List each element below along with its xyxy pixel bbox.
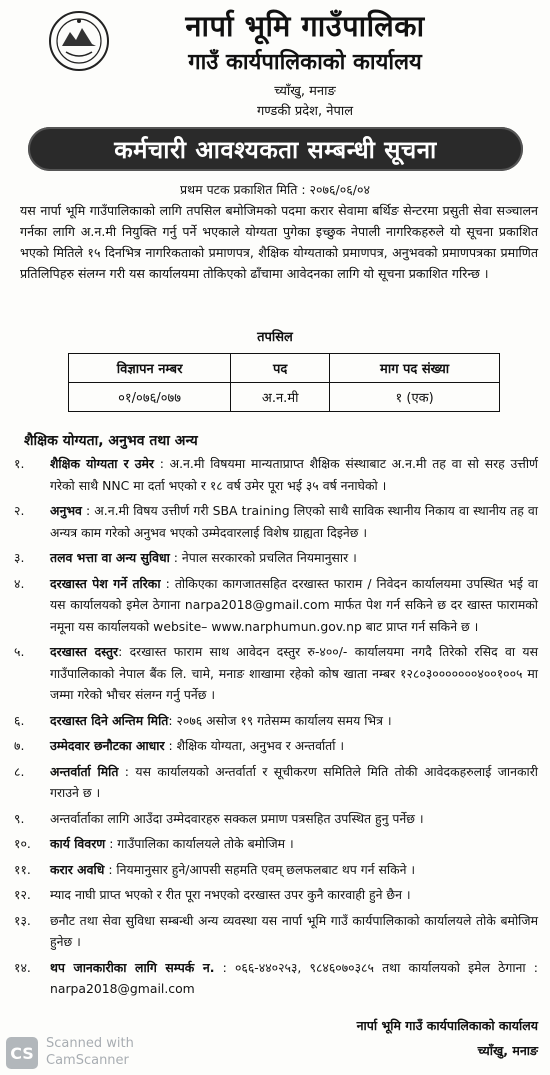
- item-number: ६.: [14, 712, 25, 728]
- item-text: : यस कार्यालयको अन्तर्वार्ता र सूचीकरण समितिले मिति तोकी आवेदकहरुलाई जानकारी गराउने छ ।: [50, 763, 538, 800]
- list-item: [14, 910, 538, 953]
- item-text: : शैक्षिक योग्यता, अनुभव र अन्तर्वार्ता ।: [164, 738, 345, 753]
- item-number: ५.: [14, 644, 25, 659]
- item-number: १२.: [14, 887, 31, 902]
- item-label: दरखास्त दस्तुर: [50, 644, 119, 659]
- item-text: छनौट तथा सेवा सुविधा सम्बन्धी अन्य व्यवस्था यस नार्पा भूमि गाउँ कार्यपालिकाको कार्यालयले तोके बमोजिम हुनेछ ।: [50, 912, 538, 949]
- tapasil-heading: तपसिल: [257, 330, 293, 345]
- org-name: नार्पा भूमि गाउँपालिका: [185, 9, 425, 43]
- list-item: [14, 547, 538, 569]
- address-line-1: च्याँखु, मनाङ: [274, 84, 336, 99]
- item-number: ७.: [14, 738, 25, 753]
- list-item: [14, 735, 538, 757]
- list-item: [14, 710, 538, 732]
- item-text: : नेपाल सरकारको प्रचलित नियमानुसार ।: [169, 550, 357, 565]
- notice-title: कर्मचारी आवश्यकता सम्बन्धी सूचना: [114, 135, 437, 164]
- item-number: १.: [14, 456, 25, 471]
- item-text: : गाउँपालिका कार्यालयले तोके बमोजिम ।: [105, 836, 294, 851]
- qualifications-list: [14, 453, 538, 1004]
- scanner-watermark: [46, 1035, 134, 1069]
- published-date: प्रथम पटक प्रकाशित मिति : २०७६/०६/०४: [180, 182, 370, 197]
- notice-title-banner: [28, 127, 523, 171]
- list-item: [14, 808, 538, 830]
- item-label: उम्मेदवार छनौटका आधार: [50, 738, 165, 753]
- camscanner-logo-icon: CS: [6, 1037, 38, 1069]
- item-text: म्याद नाघी प्राप्त भएको र रीत पूरा नभएको दरखास्त उपर कुनै कारवाही हुने छैन ।: [50, 887, 411, 902]
- list-item: [14, 641, 538, 706]
- list-item: [14, 957, 538, 1000]
- watermark-line-2: CamScanner: [46, 1053, 129, 1068]
- list-item: [14, 833, 538, 855]
- vacancy-table: [68, 353, 500, 412]
- watermark-line-1: Scanned with: [46, 1036, 134, 1051]
- address-line-2: गण्डकी प्रदेश, नेपाल: [256, 104, 354, 119]
- item-number: ४.: [14, 575, 25, 591]
- item-text: : दरखास्त फाराम साथ आवेदन दस्तुर रु-४००/- कार्यालयमा नगदै तिरेको रसिद वा यस गाउँपालिकाको नेपाल बैंक लि. चामे, मनाङ शाखामा रहेको कोष खाता नम्बर १२८०३०००००००४००१००५ मा जम्मा गरेको भौचर संलग्न गर्नु पर्नेछ ।: [50, 644, 538, 702]
- item-label: अन्तर्वार्ता मिति: [50, 763, 119, 779]
- item-number: १३.: [14, 912, 31, 928]
- item-text: अन्तर्वार्ताका लागि आउँदा उम्मेदवारहरु सक्कल प्रमाण पत्रसहित उपस्थित हुनु पर्नेछ ।: [50, 810, 424, 826]
- item-text: : नियमानुसार हुने/आपसी सहमति एवम् छलफलबाट थप गर्न सकिने ।: [104, 861, 416, 877]
- list-item: [14, 884, 538, 906]
- cell-count: १ (एक): [330, 383, 500, 412]
- item-number: ११.: [14, 861, 31, 877]
- list-item: [14, 859, 538, 881]
- list-item: [14, 761, 538, 804]
- item-number: २.: [14, 503, 25, 518]
- item-label: दरखास्त दिने अन्तिम मिति: [50, 712, 169, 728]
- header-post: पद: [231, 354, 330, 383]
- item-label: शैक्षिक योग्यता र उमेर: [50, 456, 155, 471]
- item-label: दरखास्त पेश गर्ने तरिका: [50, 575, 161, 591]
- item-number: १४.: [14, 959, 31, 975]
- list-item: [14, 573, 538, 638]
- item-label: थप जानकारीका लागि सम्पर्क न.: [50, 959, 215, 975]
- item-text: : २०७६ असोज १९ गतेसम्म कार्यालय समय भित्र ।: [168, 712, 392, 728]
- table-header-row: [69, 354, 500, 383]
- table-row: [69, 383, 500, 412]
- item-text: : ०६६-४४०२५३, ९८४६०७०३८५ तथा कार्यालयको इमेल ठेगाना : narpa2018@gmail.com: [50, 959, 538, 996]
- item-number: १०.: [14, 836, 31, 851]
- office-name: गाउँ कार्यपालिकाको कार्यालय: [188, 50, 422, 75]
- header-count: माग पद संख्या: [330, 354, 500, 383]
- item-text: : तोकिएका कागजातसहित दरखास्त फाराम / निवेदन कार्यालयमा उपस्थित भई वा यस कार्यालयको इमेल ठेगाना narpa2018@gmail.com मार्फत पेश गर्न सकिने छ दर खास्त फारामको नमूना यस कार्यालयको website– www.narphumun.gov.np बाट प्राप्त गर्न सकिने छ ।: [50, 575, 538, 634]
- item-number: ८.: [14, 763, 25, 779]
- header-ad-number: विज्ञापन नम्बर: [69, 354, 231, 383]
- item-label: अनुभव: [50, 503, 82, 518]
- intro-paragraph: यस नार्पा भूमि गाउँपालिकाको लागि तपसिल बमोजिमको पदमा करार सेवामा बर्थिङ सेन्टरमा प्रसुती सेवा सञ्चालन गर्नका लागि अ.न.मी नियुक्ति गर्नु पर्ने भएकाले योग्यता पुगेका इच्छुक नेपाली नागरिकहरुले यो सूचना प्रकाशित भएको मितिले १५ दिनभित्र नागरिकताको प्रमाणपत्र, शैक्षिक योग्यताको प्रमाणपत्र, अनुभवको प्रमाणपत्रका प्रमाणित प्रतिलिपिहरु संलग्न गरी यस कार्यालयमा तोकिएको ढाँचामा आवेदनका लागि यो सूचना प्रकाशित गरिन्छ ।: [20, 203, 538, 281]
- footer-org: नार्पा भूमि गाउँ कार्यपालिकाको कार्यालय: [356, 1018, 538, 1033]
- item-label: तलव भत्ता वा अन्य सुविधा: [50, 550, 170, 565]
- qualifications-title: शैक्षिक योग्यता, अनुभव तथा अन्य: [24, 433, 198, 449]
- item-number: ९.: [14, 810, 25, 826]
- list-item: [14, 453, 538, 496]
- item-label: करार अवधि: [50, 861, 105, 877]
- item-text: : अ.न.मी विषय उत्तीर्ण गरी SBA training लिएको साथै साविक स्थानीय निकाय वा स्थानीय तह वा अन्यत्र काम गरेको अनुभव भएको उम्मेदवारलाई विशेष ग्राह्यता दिइनेछ ।: [50, 503, 538, 540]
- item-number: ३.: [14, 550, 25, 565]
- footer-address: च्याँखु, मनाङ: [477, 1043, 538, 1058]
- cell-ad-number: ०१/०७६/०७७: [69, 383, 231, 412]
- item-text: : अ.न.मी विषयमा मान्यताप्राप्त शैक्षिक संस्थाबाट अ.न.मी तह वा सो सरह उत्तीर्ण गरेको साथै NNC मा दर्ता भएको र १८ वर्ष उमेर पूरा भई ३५ वर्ष ननाघेको ।: [50, 456, 538, 493]
- cell-post: अ.न.मी: [231, 383, 330, 412]
- list-item: [14, 500, 538, 543]
- item-label: कार्य विवरण: [50, 836, 106, 851]
